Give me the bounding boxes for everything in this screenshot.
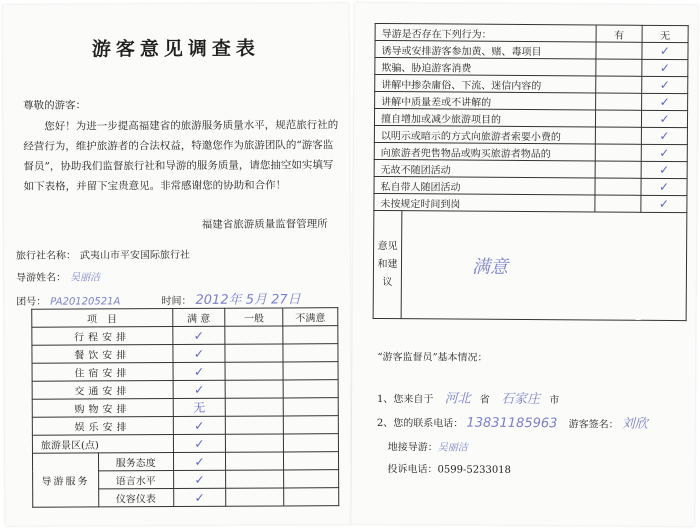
check-mark: ✓: [641, 110, 687, 127]
phone-label: 2、您的联系电话：: [376, 417, 464, 430]
check-mark: ✓: [641, 195, 687, 212]
salutation: 尊敬的游客：: [23, 99, 87, 112]
row-label: 服务态度: [98, 453, 173, 471]
header-yes: 有: [596, 25, 642, 42]
row-label: 购物安排: [32, 399, 173, 418]
group-row: [16, 288, 301, 308]
opinion-row: [373, 210, 687, 320]
from-label: 1、您来自于: [377, 393, 434, 406]
question-text: 私自带人随团活动: [374, 176, 595, 195]
check-mark: ✓: [642, 42, 688, 59]
group-value: PA20120521A: [50, 296, 121, 308]
check-mark: ✓: [642, 93, 688, 110]
table-row: [32, 362, 338, 382]
check-mark: ✓: [173, 488, 226, 506]
province-value: 河北: [444, 391, 471, 407]
opinion-text: 满意: [471, 256, 509, 278]
table-row: [374, 142, 687, 161]
origin-row: [377, 387, 559, 407]
table-row: [32, 452, 338, 472]
opinion-label: 意见和建议: [373, 210, 402, 318]
check-mark: ✓: [173, 380, 226, 398]
local-guide-label: 地接导游：: [387, 442, 438, 454]
local-guide-value: 吴丽洁: [437, 442, 468, 454]
row-label: 仪容仪表: [98, 489, 173, 507]
question-text: 以明示或暗示的方式向旅游者索要小费的: [374, 125, 595, 144]
check-mark: ✓: [173, 362, 226, 380]
phone-value: 13831185963: [466, 415, 558, 432]
row-label: 娱乐安排: [32, 417, 173, 436]
city-label: 市: [549, 395, 560, 407]
check-mark: ✓: [642, 76, 688, 93]
agency-label: 旅行社名称：: [15, 250, 76, 262]
question-text: 擅自增加或减少旅游项目的: [374, 108, 595, 127]
complaint-label: 投诉电话：: [387, 464, 438, 476]
guide-service-label: 导游服务: [32, 453, 98, 507]
table-row: [32, 380, 338, 400]
question-text: 未按规定时间到岗: [374, 193, 595, 212]
behavior-header: 导游是否存在下列行为：: [375, 23, 596, 42]
table-row: [374, 193, 687, 212]
intro-paragraph: 您好！为进一步提高福建省的旅游服务质量水平，规范旅行社的经营行为，维护旅游者的合法权益，特邀您作为旅游团队的“游客监督员”，协助我们监督旅行社和导游的服务质量，请您抽空如实填写如下表格，并留下宝贵意见。非常感谢您的协助和合作！: [23, 119, 339, 193]
table-row: [32, 416, 338, 436]
question-text: 无故不随团活动: [374, 159, 595, 178]
check-mark: ✓: [173, 470, 226, 488]
check-mark: ✓: [641, 161, 687, 178]
guide-value: 吴丽洁: [70, 272, 101, 284]
col-header-item: 项 目: [32, 309, 173, 328]
table-row: [374, 159, 687, 178]
check-mark: ✓: [641, 127, 687, 144]
table-row: [32, 434, 338, 454]
group-label: 团号：: [16, 296, 47, 308]
opinion-value: [401, 211, 687, 321]
table-row: [375, 91, 688, 110]
page-title: 游客意见调查表: [91, 37, 260, 61]
check-mark: ✓: [642, 59, 688, 76]
guide-row: [16, 268, 100, 283]
left-page: [3, 3, 352, 526]
col-header-satisfied: 满 意: [172, 308, 225, 326]
complaint-phone: 0599-5233018: [437, 464, 511, 476]
table-row: [32, 326, 338, 346]
table-row: [32, 398, 338, 418]
time-value: 2012年 5月 27日: [195, 292, 301, 308]
col-header-average: 一般: [225, 308, 283, 326]
time-label: 时间：: [161, 295, 192, 308]
check-mark: ✓: [173, 416, 226, 434]
supervisor-title: “游客监督员”基本情况：: [377, 351, 488, 364]
complaint-row: [388, 460, 511, 476]
check-mark: ✓: [172, 344, 225, 362]
table-row: [375, 40, 688, 59]
city-value: 石家庄: [500, 391, 541, 408]
question-text: 讲解中质量差或不讲解的: [375, 91, 596, 110]
row-label: 交通安排: [32, 381, 173, 400]
question-text: 向旅游者兜售物品或购买旅游者物品的: [374, 142, 595, 161]
province-label: 省: [479, 394, 490, 406]
row-label: 住宿安排: [32, 363, 173, 382]
table-row: [374, 125, 687, 144]
phone-row: [377, 411, 648, 432]
check-mark: ✓: [173, 452, 226, 470]
col-header-unsatisfied: 不满意: [283, 308, 338, 326]
table-row: [375, 57, 688, 76]
question-text: 欺骗、胁迫游客消费: [375, 57, 596, 76]
table-row: [374, 108, 687, 127]
question-text: 诱导或安排游客参加黄、赌、毒项目: [375, 40, 596, 59]
visitor-signature-value: 刘欣: [621, 416, 648, 432]
behavior-table: [373, 23, 689, 321]
check-mark: ✓: [641, 144, 687, 161]
row-label: 旅游景区(点): [32, 435, 173, 454]
row-label: 餐饮安排: [32, 345, 173, 364]
table-row: [374, 176, 687, 195]
check-mark: ✓: [172, 326, 225, 344]
right-page: [351, 3, 698, 526]
satisfaction-table: [31, 307, 339, 508]
issuer-signature: 福建省旅游质量监督管理所: [201, 218, 328, 231]
agency-row: [16, 246, 190, 262]
table-row: [32, 344, 338, 364]
agency-value: 武夷山市平安国际旅行社: [79, 249, 190, 262]
check-mark: ✓: [173, 434, 226, 452]
guide-label: 导游姓名：: [16, 272, 67, 284]
check-mark: ✓: [641, 178, 687, 195]
row-label: 语言水平: [98, 471, 173, 489]
question-text: 讲解中掺杂庸俗、下流、迷信内容的: [375, 74, 596, 93]
row-label: 行程安排: [32, 327, 173, 346]
table-row: [375, 74, 688, 93]
local-guide-row: [388, 438, 468, 454]
visitor-signature-label: 游客签名：: [568, 419, 619, 431]
check-mark: 无: [173, 398, 226, 416]
header-no: 无: [642, 25, 688, 42]
